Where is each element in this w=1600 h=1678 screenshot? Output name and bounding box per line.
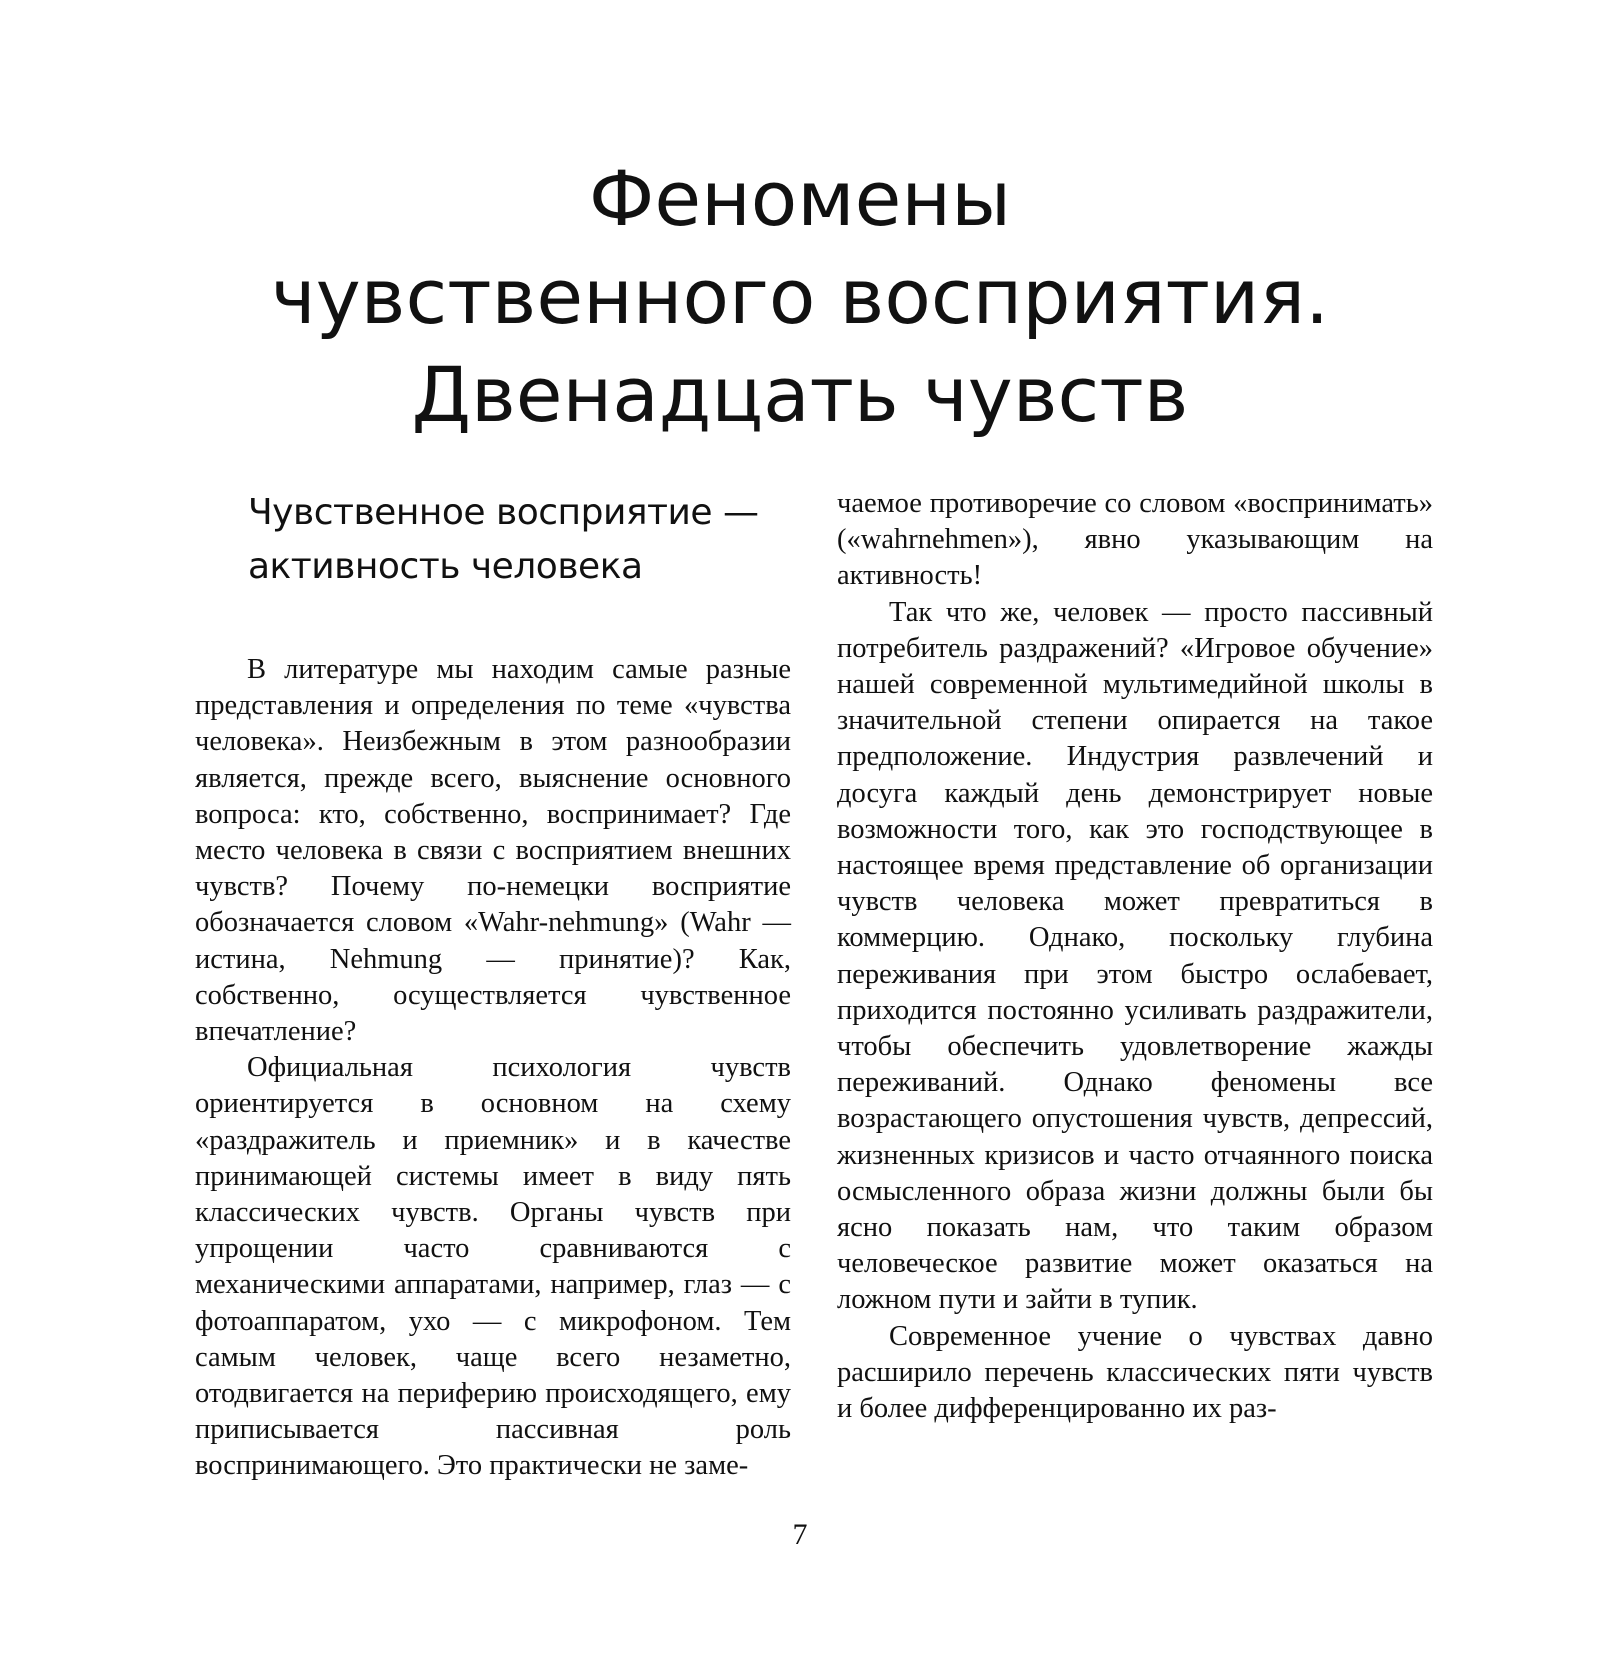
section-heading-line-1: Чувственное восприятие — xyxy=(248,492,759,533)
section-heading xyxy=(248,486,791,594)
chapter-title-line-2: чувственного восприятия. xyxy=(270,252,1330,341)
chapter-title-line-1: Феномены xyxy=(588,154,1012,243)
right-paragraph-1: Так что же, человек — просто пассивный потребитель раздражений? «Игровое обучение» нашей современной мультимедийной школы в значительной степени опирается на такое предположение. Индустрия развлечений и досуга каждый день демонстрирует новые возможности того, как это господствующее в настоящее время представление об организации чувств человека может превратиться в коммерцию. Однако, поскольку глубина переживания при этом быстро ослабевает, приходится постоянно усиливать раздражители, чтобы обеспечить удовлетворение жажды переживаний. Однако феномены все возрастающего опустошения чувств, депрессий, жизненных кризисов и часто отчаянного поиска осмысленного образа жизни должны были бы ясно показать нам, что таким образом человеческое развитие может оказаться на ложном пути и зайти в тупик. xyxy=(837,596,1433,1316)
section-heading-line-2: активность человека xyxy=(248,546,643,587)
right-paragraph-2: Современное учение о чувствах давно расширило перечень классических пяти чувств и более дифференцированно их раз- xyxy=(837,1320,1433,1425)
left-column xyxy=(195,486,791,1485)
left-paragraph-1: В литературе мы находим самые разные представления и определения по теме «чувства человека». Неизбежным в этом разнообразии является, прежде всего, выяснение основного вопроса: кто, собственно, воспринимает? Где место человека в связи с восприятием внешних чувств? Почему по-немецки восприятие обозначается словом «Wahr-nehmung» (Wahr — истина, Nehmung — принятие)? Как, собственно, осуществляется чувственное впечатление? xyxy=(195,654,791,1048)
right-column xyxy=(837,486,1433,1427)
page-number: 7 xyxy=(792,1518,808,1551)
chapter-title-line-3: Двенадцать чувств xyxy=(411,350,1189,439)
right-paragraph-continuation: чаемое противоречие со словом «воспринимать» («wahrnehmen»), явно указывающим на активность! xyxy=(837,488,1433,592)
left-paragraph-2: Официальная психология чувств ориентируется в основном на схему «раздражитель и приемник» и в качестве принимающей системы имеет в виду пять классических чувств. Органы чувств при упрощении часто сравниваются с механическими аппаратами, например, глаз — с фотоаппаратом, ухо — с микрофоном. Тем самым человек, чаще всего незаметно, отодвигается на периферию происходящего, ему приписывается пассивная роль воспринимающего. Это практически не заме- xyxy=(195,1052,791,1482)
chapter-title xyxy=(0,150,1600,444)
